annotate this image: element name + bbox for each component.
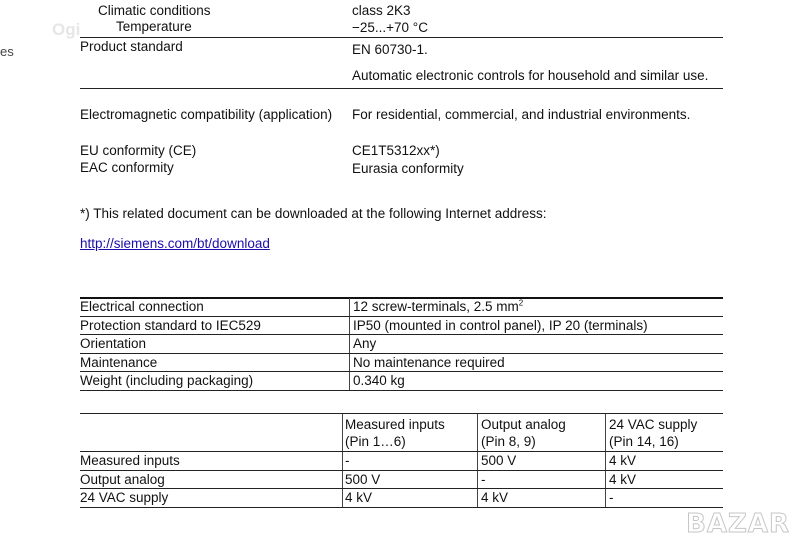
product-standard-value: EN 60730-1. [352,42,428,57]
matrix-cell: 4 kV [609,472,637,487]
divider [80,88,723,89]
spec-label-electrical: Electrical connection [80,299,204,314]
row-divider [80,488,723,489]
edge-text-fragment: es [0,44,14,59]
product-standard-description: Automatic electronic controls for household and similar use. [352,68,709,83]
spec-label-protection: Protection standard to IEC529 [80,318,261,333]
climatic-value: class 2K3 [352,3,411,18]
eac-conformity-value: Eurasia conformity [352,161,464,176]
spec-value-maintenance: No maintenance required [353,355,505,370]
matrix-cell: 4 kV [345,490,373,505]
matrix-cell: 500 V [345,472,381,487]
matrix-cell: 500 V [481,453,517,468]
eac-conformity-label: EAC conformity [80,160,174,175]
spec-label-weight: Weight (including packaging) [80,373,254,388]
matrix-cell: 4 kV [481,490,509,505]
download-note: *) This related document can be downloaded at the following Internet address: [80,206,547,221]
matrix-cell: - [345,453,350,468]
climatic-label: Climatic conditions [98,3,211,18]
watermark-logo: BAZAR [686,509,790,539]
eu-conformity-value: CE1T5312xx*) [352,143,440,158]
spec-value-orientation: Any [353,336,377,351]
eu-conformity-label: EU conformity (CE) [80,143,197,158]
spec-value-weight: 0.340 kg [353,373,405,388]
matrix-header-measured-pins: (Pin 1…6) [345,434,406,449]
row-divider [80,371,723,372]
column-divider [477,414,478,508]
matrix-top-rule [80,413,723,414]
row-divider [80,334,723,335]
matrix-cell: - [609,490,614,505]
matrix-header-output: Output analog [481,417,566,432]
row-divider [80,507,723,508]
temperature-label: Temperature [116,19,192,34]
matrix-cell: 4 kV [609,453,637,468]
row-divider [80,353,723,354]
matrix-header-supply-pins: (Pin 14, 16) [609,434,679,449]
row-divider [80,316,723,317]
divider [80,37,723,38]
spec-label-orientation: Orientation [80,336,147,351]
column-divider [342,414,343,508]
row-divider [80,451,723,452]
matrix-row-label: Output analog [80,472,165,487]
watermark-text: Ogi [52,20,81,39]
matrix-header-output-pins: (Pin 8, 9) [481,434,536,449]
download-link[interactable]: http://siemens.com/bt/download [80,236,270,251]
column-divider [349,298,350,390]
matrix-header-measured: Measured inputs [345,417,445,432]
matrix-row-label: Measured inputs [80,453,180,468]
spec-value-electrical: 12 screw-terminals, 2.5 $mm^2$ [353,298,524,314]
matrix-row-label: 24 VAC supply [80,490,169,505]
matrix-header-supply: 24 VAC supply [609,417,698,432]
emc-label: Electromagnetic compatibility (application) [80,107,333,122]
spec-value-protection: IP50 (mounted in control panel), IP 20 (terminals) [353,318,648,333]
emc-value: For residential, commercial, and industrial environments. [352,107,691,122]
temperature-value: −25...+70 °C [352,20,428,35]
column-divider [605,414,606,508]
matrix-cell: - [481,472,486,487]
spec-label-maintenance: Maintenance [80,355,158,370]
product-standard-label: Product standard [80,39,183,54]
row-divider [80,470,723,471]
row-divider [80,390,723,391]
